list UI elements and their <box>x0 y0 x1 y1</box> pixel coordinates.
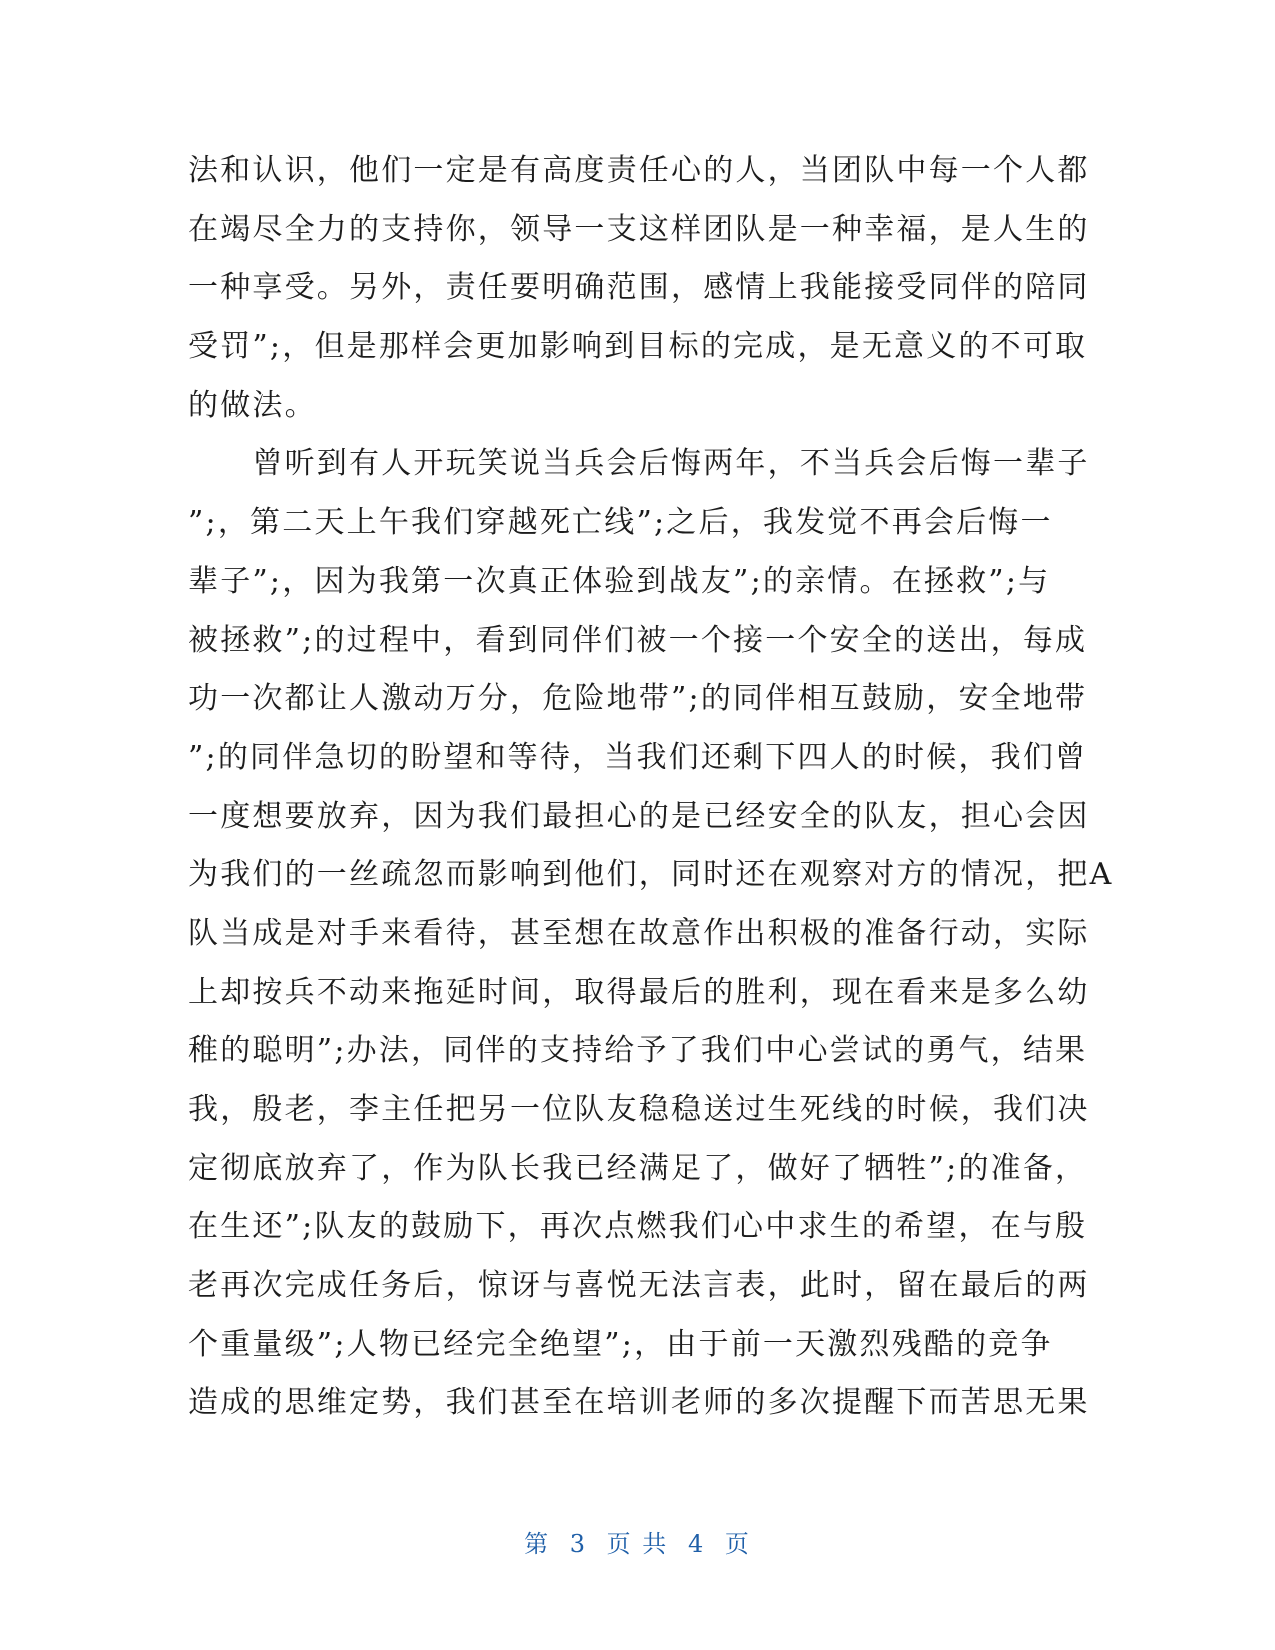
text-line: 定彻底放弃了，作为队长我已经满足了，做好了牺牲”;的准备， <box>188 1150 1088 1186</box>
footer-middle: 页 共 <box>606 1530 669 1558</box>
text-line: ”;的同伴急切的盼望和等待，当我们还剩下四人的时候，我们曾 <box>188 739 1088 775</box>
text-line: 老再次完成任务后，惊讶与喜悦无法言表，此时，留在最后的两 <box>188 1268 1090 1304</box>
footer-suffix: 页 <box>724 1530 751 1558</box>
text-line: 在竭尽全力的支持你，领导一支这样团队是一种幸福，是人生的 <box>188 211 1090 247</box>
text-line: 辈子”;，因为我第一次真正体验到战友”;的亲情。在拯救”;与 <box>188 563 1051 599</box>
text-line: 个重量级”;人物已经完全绝望”;，由于前一天激烈残酷的竞争 <box>188 1326 1053 1362</box>
text-line: 为我们的一丝疏忽而影响到他们，同时还在观察对方的情况，把A <box>188 857 1114 893</box>
text-line: 稚的聪明”;办法，同伴的支持给予了我们中心尝试的勇气，结果 <box>188 1033 1088 1069</box>
text-line: 在生还”;队友的鼓励下，再次点燃我们心中求生的希望，在与殷 <box>188 1209 1088 1245</box>
text-line: 一度想要放弃，因为我们最担心的是已经安全的队友，担心会因 <box>188 798 1090 834</box>
text-line: 曾听到有人开玩笑说当兵会后悔两年，不当兵会后悔一辈子 <box>188 446 1090 482</box>
text-line: 一种享受。另外，责任要明确范围，感情上我能接受同伴的陪同 <box>188 270 1090 306</box>
total-page-count: 4 <box>687 1530 706 1558</box>
text-line: 我，殷老，李主任把另一位队友稳稳送过生死线的时候，我们决 <box>188 1092 1090 1127</box>
text-line: 上却按兵不动来拖延时间，取得最后的胜利，现在看来是多么幼 <box>188 974 1090 1010</box>
text-line: 的做法。 <box>188 387 317 423</box>
text-line: 法和认识，他们一定是有高度责任心的人，当团队中每一个人都 <box>188 153 1090 188</box>
text-line: 被拯救”;的过程中，看到同伴们被一个接一个安全的送出，每成 <box>188 622 1088 658</box>
text-line: 队当成是对手来看待，甚至想在故意作出积极的准备行动，实际 <box>188 915 1090 951</box>
current-page-number: 3 <box>569 1530 588 1558</box>
page-footer <box>0 1524 1275 1559</box>
body-text <box>188 142 1114 1433</box>
footer-prefix: 第 <box>524 1530 551 1558</box>
text-line: 功一次都让人激动万分，危险地带”;的同伴相互鼓励，安全地带 <box>188 681 1088 717</box>
text-line: 造成的思维定势，我们甚至在培训老师的多次提醒下而苦思无果 <box>188 1385 1090 1421</box>
text-line: ”;，第二天上午我们穿越死亡线”;之后，我发觉不再会后悔一 <box>188 505 1053 541</box>
text-line: 受罚”;，但是那样会更加影响到目标的完成，是无意义的不可取 <box>188 329 1088 365</box>
